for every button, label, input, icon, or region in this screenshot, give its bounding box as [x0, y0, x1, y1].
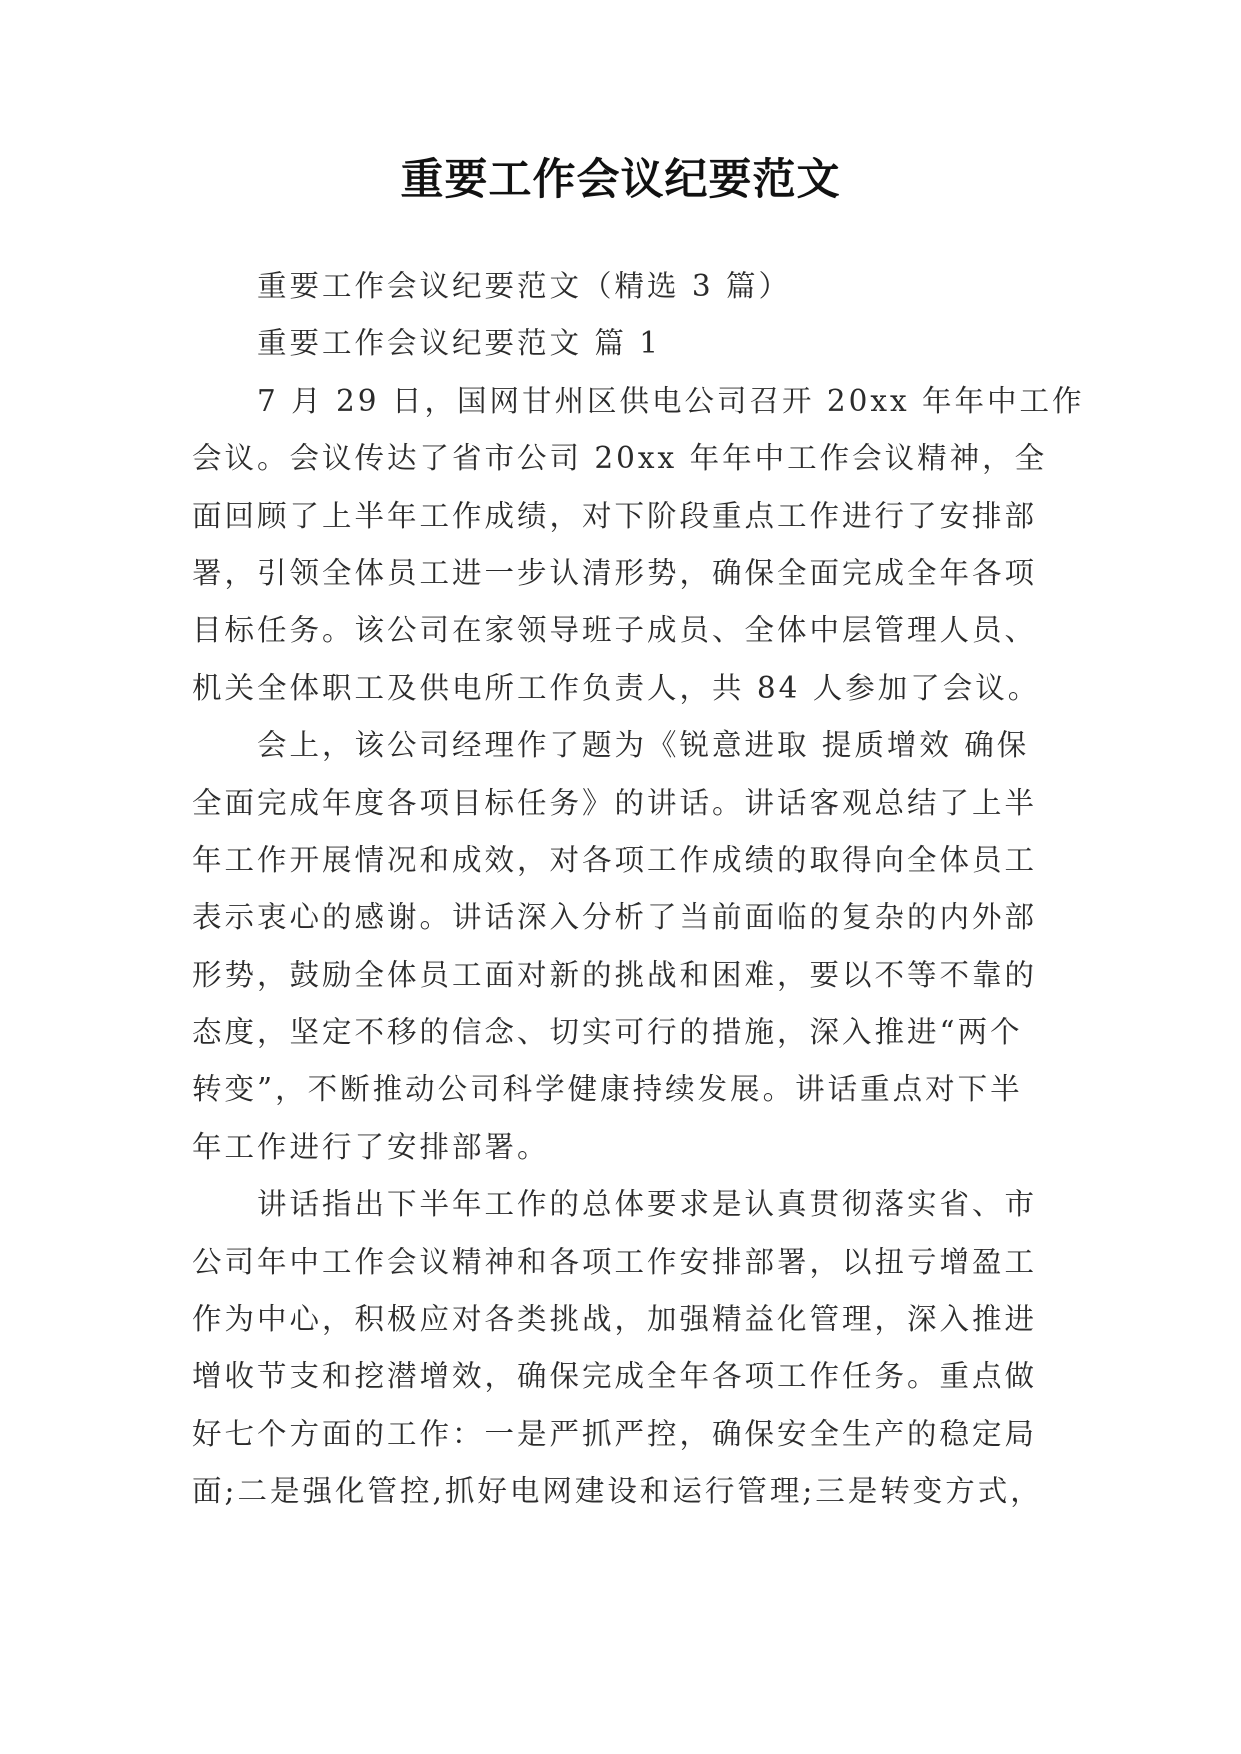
paragraph-line: 形势，鼓励全体员工面对新的挑战和困难，要以不等不靠的: [192, 957, 1038, 992]
paragraph-line: 面;二是强化管控,抓好电网建设和运行管理;三是转变方式，: [192, 1474, 1043, 1509]
section-heading: 重要工作会议纪要范文 篇 1: [192, 326, 662, 361]
paragraph-line: 讲话指出下半年工作的总体要求是认真贯彻落实省、市: [192, 1187, 1038, 1222]
paragraph-line: 署，引领全体员工进一步认清形势，确保全面完成全年各项: [192, 555, 1038, 590]
paragraph-line: 转变”，不断推动公司科学健康持续发展。讲话重点对下半: [192, 1072, 1023, 1107]
document-body: [192, 258, 1085, 1521]
paragraph-line: 会议。会议传达了省市公司 20xx 年年中工作会议精神，全: [192, 441, 1048, 476]
intro-line: 重要工作会议纪要范文（精选 3 篇）: [192, 269, 792, 303]
document-title: 重要工作会议纪要范文: [400, 155, 841, 205]
paragraph-line: 年工作进行了安排部署。: [192, 1129, 550, 1164]
paragraph-line: 目标任务。该公司在家领导班子成员、全体中层管理人员、: [192, 613, 1038, 648]
paragraph-line: 会上，该公司经理作了题为《锐意进取 提质增效 确保: [192, 728, 1030, 763]
paragraph-line: 机关全体职工及供电所工作负责人，共 84 人参加了会议。: [192, 670, 1041, 705]
paragraph-line: 公司年中工作会议精神和各项工作安排部署，以扭亏增盈工: [192, 1244, 1038, 1279]
paragraph-line: 7 月 29 日，国网甘州区供电公司召开 20xx 年年中工作: [192, 383, 1085, 418]
paragraph-line: 表示衷心的感谢。讲话深入分析了当前面临的复杂的内外部: [192, 900, 1038, 935]
paragraph-line: 全面完成年度各项目标任务》的讲话。讲话客观总结了上半: [192, 785, 1038, 820]
paragraph-line: 年工作开展情况和成效，对各项工作成绩的取得向全体员工: [192, 842, 1038, 877]
paragraph-line: 面回顾了上半年工作成绩，对下阶段重点工作进行了安排部: [192, 498, 1038, 533]
paragraph-line: 好七个方面的工作：一是严抓严控，确保安全生产的稳定局: [192, 1416, 1038, 1451]
paragraph-line: 增收节支和挖潜增效，确保完成全年各项工作任务。重点做: [192, 1359, 1038, 1394]
paragraph-line: 态度，坚定不移的信念、切实可行的措施，深入推进“两个: [192, 1015, 1023, 1050]
paragraph-line: 作为中心，积极应对各类挑战，加强精益化管理，深入推进: [192, 1302, 1038, 1337]
